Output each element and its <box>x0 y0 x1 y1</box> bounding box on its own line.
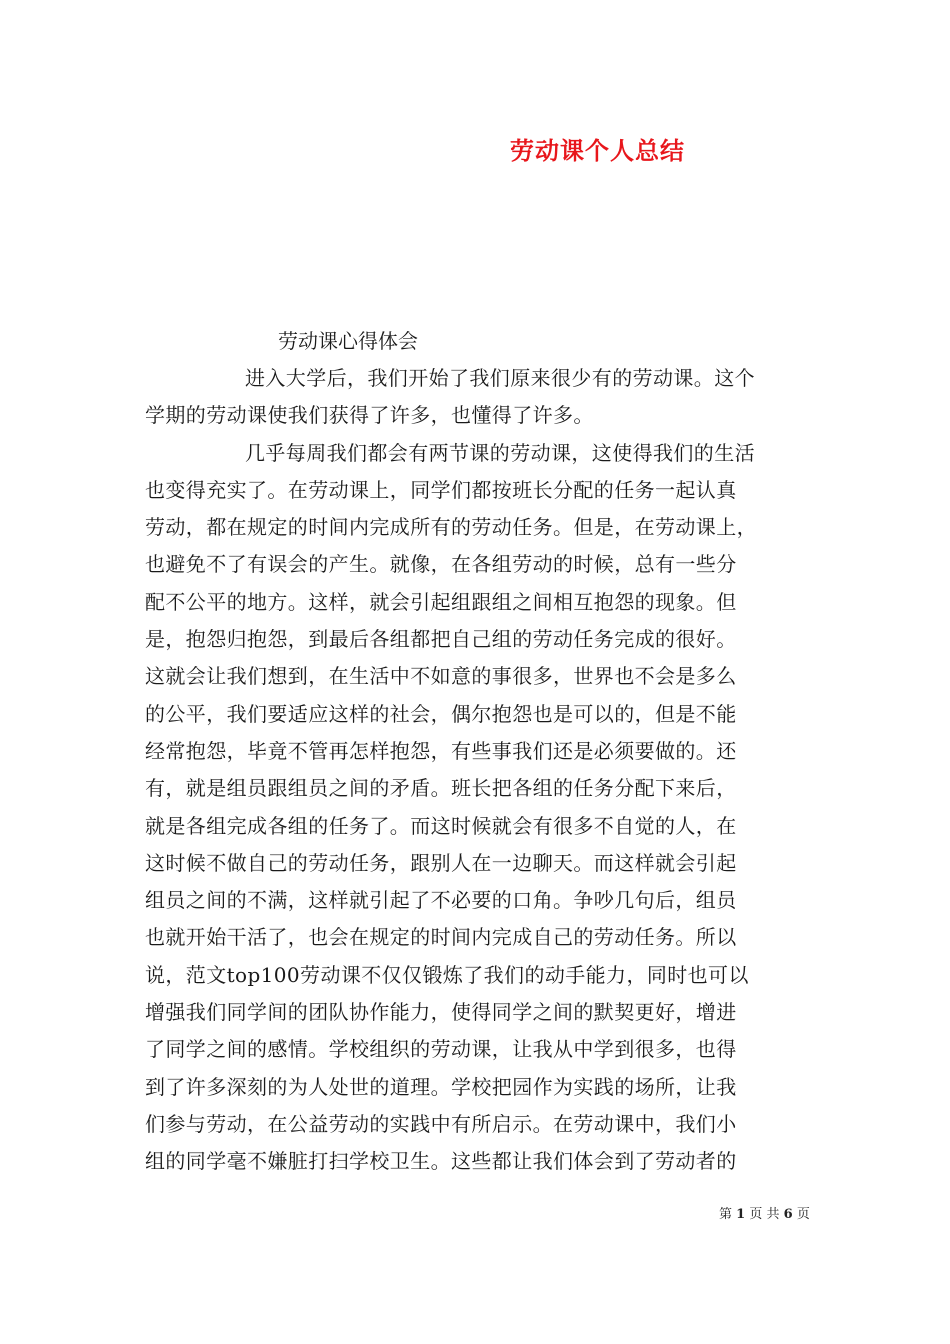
document-subtitle: 劳动课心得体会 <box>278 329 418 353</box>
paragraph-line: 是，抱怨归抱怨，到最后各组都把自己组的劳动任务完成的很好。 <box>145 627 737 652</box>
page-footer <box>719 1203 810 1222</box>
paragraph-line: 组员之间的不满，这样就引起了不必要的口角。争吵几句后，组员 <box>145 888 737 913</box>
footer-prefix: 第 <box>719 1207 733 1222</box>
paragraph-line: 也变得充实了。在劳动课上，同学们都按班长分配的任务一起认真 <box>145 477 737 502</box>
paragraph-line: 配不公平的地方。这样，就会引起组跟组之间相互抱怨的现象。但 <box>145 589 737 614</box>
paragraph-line: 进入大学后，我们开始了我们原来很少有的劳动课。这个 <box>245 366 755 390</box>
paragraph-line: 的公平，我们要适应这样的社会，偶尔抱怨也是可以的，但是不能 <box>145 701 737 726</box>
footer-total-pages: 6 <box>783 1207 793 1222</box>
footer-page-number: 1 <box>736 1207 746 1222</box>
paragraph-line: 这就会让我们想到，在生活中不如意的事很多，世界也不会是多么 <box>145 664 737 689</box>
paragraph-line: 经常抱怨，毕竟不管再怎样抱怨，有些事我们还是必须要做的。还 <box>145 738 737 763</box>
paragraph-line: 也避免不了有误会的产生。就像，在各组劳动的时候，总有一些分 <box>145 552 737 577</box>
paragraph-line: 就是各组完成各组的任务了。而这时候就会有很多不自觉的人，在 <box>145 813 737 838</box>
document-title: 劳动课个人总结 <box>510 136 685 165</box>
paragraph-line: 说，范文top100劳动课不仅仅锻炼了我们的动手能力，同时也可以 <box>145 962 749 987</box>
paragraph-line: 了同学之间的感情。学校组织的劳动课，让我从中学到很多，也得 <box>145 1037 737 1062</box>
paragraph-line: 组的同学毫不嫌脏打扫学校卫生。这些都让我们体会到了劳动者的 <box>145 1149 737 1174</box>
paragraph-line: 这时候不做自己的劳动任务，跟别人在一边聊天。而这样就会引起 <box>145 850 737 875</box>
paragraph-line: 有，就是组员跟组员之间的矛盾。班长把各组的任务分配下来后， <box>145 776 737 801</box>
paragraph-line: 增强我们同学间的团队协作能力，使得同学之间的默契更好，增进 <box>145 1000 737 1025</box>
footer-suffix: 页 <box>796 1207 810 1222</box>
paragraph-line: 劳动，都在规定的时间内完成所有的劳动任务。但是，在劳动课上， <box>145 515 757 540</box>
paragraph-line: 到了许多深刻的为人处世的道理。学校把园作为实践的场所，让我 <box>145 1074 737 1099</box>
document-body <box>145 360 809 1181</box>
paragraph-line: 也就开始干活了，也会在规定的时间内完成自己的劳动任务。所以 <box>145 925 737 950</box>
paragraph-line: 学期的劳动课使我们获得了许多，也懂得了许多。 <box>145 403 594 428</box>
paragraph-line: 们参与劳动，在公益劳动的实践中有所启示。在劳动课中，我们小 <box>145 1111 737 1136</box>
paragraph-line: 几乎每周我们都会有两节课的劳动课，这使得我们的生活 <box>245 440 755 465</box>
footer-middle: 页 共 <box>749 1207 780 1222</box>
